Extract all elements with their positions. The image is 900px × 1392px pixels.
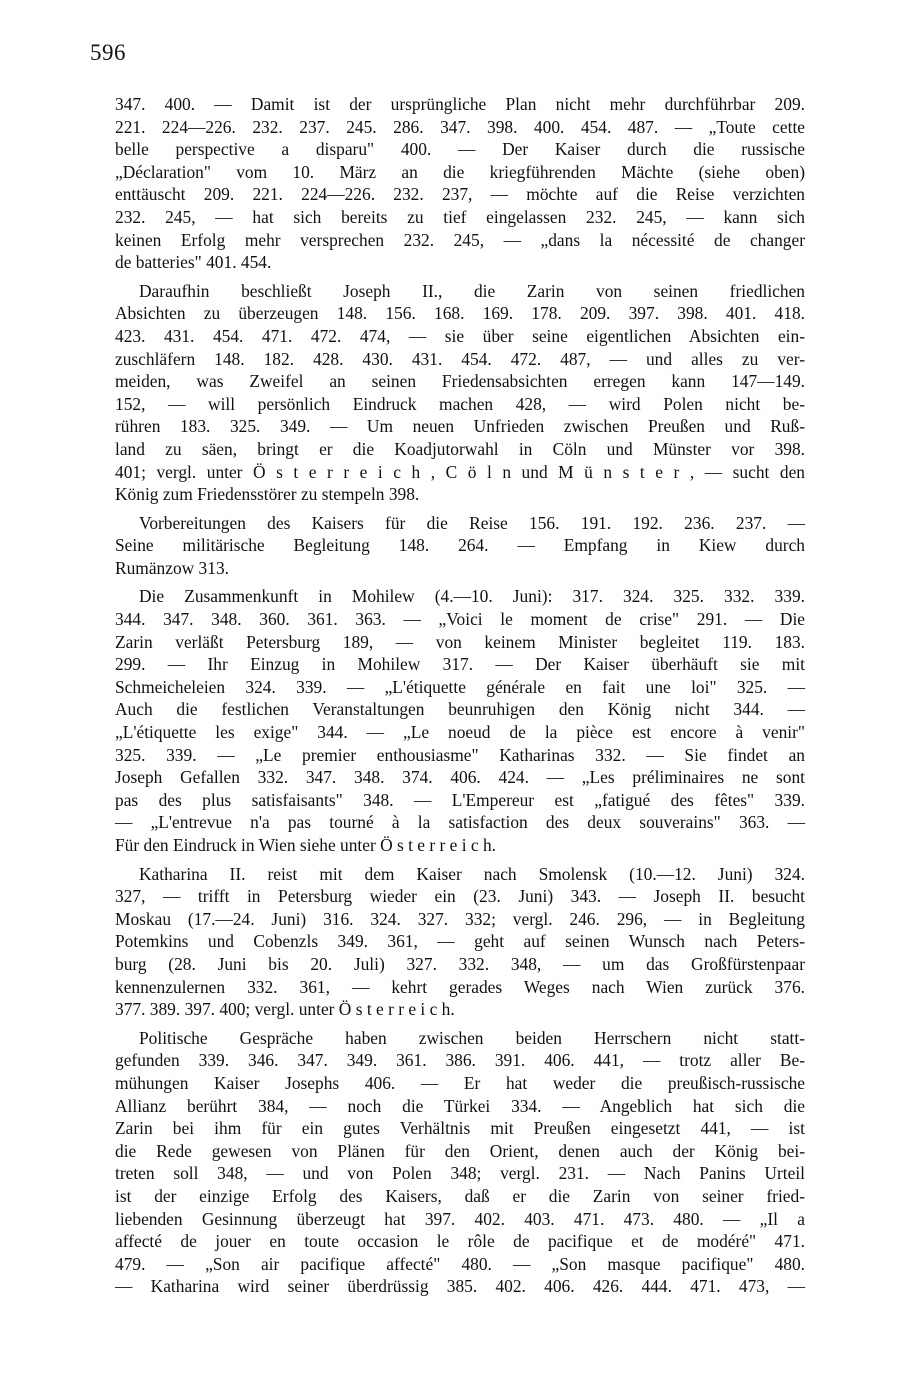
index-paragraph [115,280,805,506]
text-line: kennenzulernen 332. 361, — kehrt gerades Weges nach Wien zurück 376. [115,976,805,997]
text-line: Schmeicheleien 324. 339. — „L'étiquette générale en fait une loi" 325. — [115,676,805,697]
text-line: die Rede gewesen von Plänen für den Orient, denen auch der König bei- [115,1140,805,1161]
index-text-body [115,93,805,1304]
text-line: meiden, was Zweifel an seinen Friedensabsichten erregen kann 147—149. [115,371,805,392]
text-line: Vorbereitungen des Kaisers für die Reise 156. 191. 192. 236. 237. — [139,512,805,533]
text-line: pas des plus satisfaisants" 348. — L'Empereur est „fatigué des fêtes" 339. [115,789,805,810]
index-paragraph [115,512,805,580]
text-line: 423. 431. 454. 471. 472. 474, — sie über seine eigentlichen Absichten ein- [115,325,805,346]
text-line: land zu säen, bringt er die Koadjutorwahl in Cöln und Münster vor 398. [115,438,805,459]
text-line: gefunden 339. 346. 347. 349. 361. 386. 391. 406. 441, — trotz aller Be- [115,1050,805,1071]
text-line: de batteries" 401. 454. [115,252,272,273]
text-line: 377. 389. 397. 400; vergl. unter Ö s t e r r e i c h. [115,999,455,1020]
text-line: 232. 245, — hat sich bereits zu tief eingelassen 232. 245, — kann sich [115,206,805,227]
text-line: 344. 347. 348. 360. 361. 363. — „Voici le moment de crise" 291. — Die [115,609,805,630]
text-line: 221. 224—226. 232. 237. 245. 286. 347. 398. 400. 454. 487. — „Toute cette [115,116,805,137]
text-line: belle perspective a disparu" 400. — Der Kaiser durch die russische [115,139,805,160]
index-paragraph [115,863,805,1021]
text-line: mühungen Kaiser Josephs 406. — Er hat weder die preußisch-russische [115,1072,805,1093]
index-paragraph [115,1027,805,1298]
text-line: affecté de jouer en toute occasion le rôle de pacifique et de modéré" 471. [115,1231,805,1252]
text-line: König zum Friedensstörer zu stempeln 398. [115,484,420,505]
text-line: Für den Eindruck in Wien siehe unter Ö s t e r r e i c h. [115,835,496,855]
text-line: Moskau (17.—24. Juni) 316. 324. 327. 332; vergl. 246. 296, — in Begleitung [115,908,805,929]
text-line: liebenden Gesinnung überzeugt hat 397. 402. 403. 471. 473. 480. — „Il a [115,1208,805,1229]
text-line: — „L'entrevue n'a pas tourné à la satisfaction des deux souverains" 363. — [115,812,805,833]
page-number: 596 [90,40,126,65]
text-line: enttäuscht 209. 221. 224—226. 232. 237, — möchte auf die Reise verzichten [115,184,805,205]
text-line: Rumänzow 313. [115,557,229,578]
text-line: rühren 183. 325. 349. — Um neuen Unfrieden zwischen Preußen und Ruß- [115,416,805,437]
text-line: Potemkins und Cobenzls 349. 361, — geht auf seinen Wunsch nach Peters- [115,931,805,952]
text-line: 401; vergl. unter Ö s t e r r e i c h , C ö l n und M ü n s t e r , — sucht den [115,461,805,482]
text-line: Katharina II. reist mit dem Kaiser nach Smolensk (10.—12. Juni) 324. [139,863,805,884]
text-line: 299. — Ihr Einzug in Mohilew 317. — Der Kaiser überhäuft sie mit [115,654,805,675]
text-line: zuschläfern 148. 182. 428. 430. 431. 454. 472. 487, — und alles zu ver- [115,348,805,369]
text-line: Absichten zu überzeugen 148. 156. 168. 169. 178. 209. 397. 398. 401. 418. [115,303,805,324]
text-line: Seine militärische Begleitung 148. 264. — Empfang in Kiew durch [115,535,805,556]
text-line: Zarin bei ihm für ein gutes Verhältnis mit Preußen eingesetzt 441, — ist [115,1118,805,1139]
text-line: Daraufhin beschließt Joseph II., die Zarin von seinen friedlichen [139,280,805,301]
text-line: Allianz berührt 384, — noch die Türkei 334. — Angeblich hat sich die [115,1095,805,1116]
text-line: keinen Erfolg mehr versprechen 232. 245, — „dans la nécessité de changer [115,229,805,250]
text-line: Zarin verläßt Petersburg 189, — von keinem Minister begleitet 119. 183. [115,631,805,652]
index-paragraph [115,585,805,856]
text-line: 327, — trifft in Petersburg wieder ein (23. Juni) 343. — Joseph II. besucht [115,886,805,907]
text-line: burg (28. Juni bis 20. Juli) 327. 332. 348, — um das Großfürstenpaar [115,953,805,974]
text-line: 325. 339. — „Le premier enthousiasme" Katharinas 332. — Sie findet an [115,744,805,765]
text-line: treten soll 348, — und von Polen 348; vergl. 231. — Nach Panins Urteil [115,1163,805,1184]
text-line: — Katharina wird seiner überdrüssig 385. 402. 406. 426. 444. 471. 473, — [115,1276,805,1297]
text-line: Politische Gespräche haben zwischen beiden Herrschern nicht statt- [139,1027,805,1048]
text-line: 347. 400. — Damit ist der ursprüngliche Plan nicht mehr durchführbar 209. [115,94,805,114]
index-paragraph [115,93,805,274]
text-line: 479. — „Son air pacifique affecté" 480. — „Son masque pacifique" 480. [115,1253,805,1274]
text-line: 152, — will persönlich Eindruck machen 428, — wird Polen nicht be- [115,393,805,414]
text-line: Auch die festlichen Veranstaltungen beunruhigen den König nicht 344. — [115,699,805,720]
text-line: ist der einzige Erfolg des Kaisers, daß er die Zarin von seiner fried- [115,1185,805,1206]
text-line: Die Zusammenkunft in Mohilew (4.—10. Juni): 317. 324. 325. 332. 339. [139,586,805,607]
text-line: Joseph Gefallen 332. 347. 348. 374. 406. 424. — „Les préliminaires ne sont [115,767,805,788]
text-line: „L'étiquette les exige" 344. — „Le noeud de la pièce est encore à venir" [115,722,805,743]
text-line: „Déclaration" vom 10. März an die kriegführenden Mächte (siehe oben) [115,161,805,182]
